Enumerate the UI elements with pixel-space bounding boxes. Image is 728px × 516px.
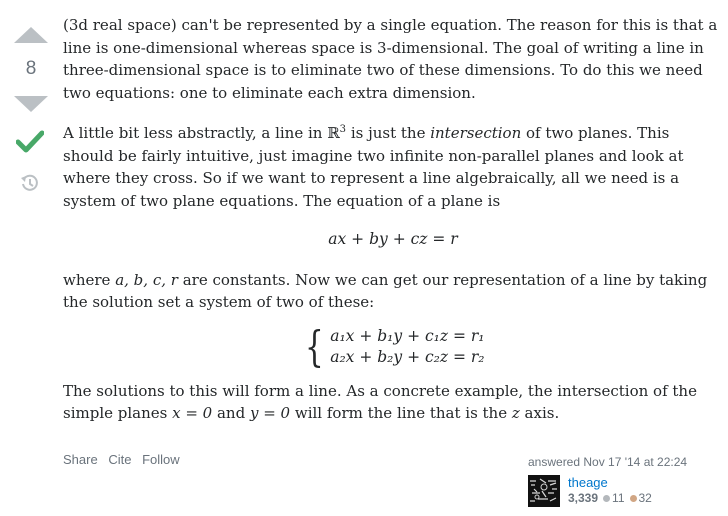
text: where	[63, 270, 116, 289]
user-name-link[interactable]: theage	[568, 475, 608, 490]
silver-badge-icon	[603, 495, 610, 502]
system-row-2: a₂x + b₂y + c₂z = r₂	[330, 347, 485, 366]
text: is just the	[346, 124, 431, 142]
reputation-score: 3,339	[568, 491, 599, 505]
accepted-check-icon	[16, 130, 44, 158]
reputation	[568, 491, 652, 505]
cite-link[interactable]: Cite	[108, 452, 132, 467]
math-symbol: ℝ	[327, 124, 340, 142]
math-superscript: 3	[339, 124, 347, 135]
follow-link[interactable]: Follow	[142, 452, 180, 467]
math-y0: y = 0	[249, 404, 291, 422]
math-z: z	[511, 404, 520, 422]
text: axis.	[519, 404, 560, 422]
text: The solutions to this will form a line. As a concrete example, the intersection of the simple planes	[63, 381, 697, 422]
answer-body	[63, 14, 723, 425]
silver-badge-count: 11	[612, 491, 625, 505]
paragraph: (3d real space) can't be represented by a single equation. The reason for this is that a line is one-dimensional whereas space is 3-dimensional. The goal of writing a line in three-dimensional space is to eliminate two of these dimensions. To do this we need two equations: one to eliminate each extra dimension.	[63, 16, 718, 102]
bronze-badge-icon	[630, 495, 637, 502]
text: A little bit less abstractly, a line in	[63, 124, 328, 142]
math-R3	[327, 124, 346, 142]
avatar[interactable]	[528, 475, 560, 507]
share-link[interactable]: Share	[63, 452, 98, 467]
equation-system	[63, 321, 723, 371]
text: will form the line that is the	[290, 404, 512, 422]
vote-count: 8	[25, 58, 37, 79]
downvote-arrow-icon[interactable]	[14, 96, 48, 112]
brace-icon: {	[305, 321, 325, 371]
system-row-1: a₁x + b₁y + c₁z = r₁	[330, 326, 485, 345]
math-vars: a, b, c, r	[115, 270, 178, 289]
user-signature	[528, 455, 718, 505]
math-x0: x = 0	[172, 404, 213, 422]
plane-equation: ax + by + cz = r	[328, 230, 458, 248]
bronze-badge-count: 32	[638, 491, 652, 505]
emphasis-text: intersection	[430, 124, 522, 142]
answered-timestamp: answered Nov 17 '14 at 22:24	[528, 455, 688, 469]
upvote-arrow-icon[interactable]	[14, 27, 48, 43]
text: are constants. Now we can get our representation of a line by taking the solution set a system of two of these:	[63, 270, 708, 311]
paragraph	[63, 269, 723, 314]
text: of two planes. This should be fairly intuitive, just imagine two infinite non-parallel planes and look at where they cross. So if we want to represent a line algebraically, all we need is a system of two plane equations. The equation of a plane is	[63, 124, 684, 210]
user-details	[568, 475, 652, 505]
paragraph	[63, 119, 723, 212]
post-menu	[63, 452, 187, 467]
paragraph	[63, 380, 723, 425]
history-icon[interactable]	[20, 173, 40, 197]
text: and	[212, 404, 250, 422]
